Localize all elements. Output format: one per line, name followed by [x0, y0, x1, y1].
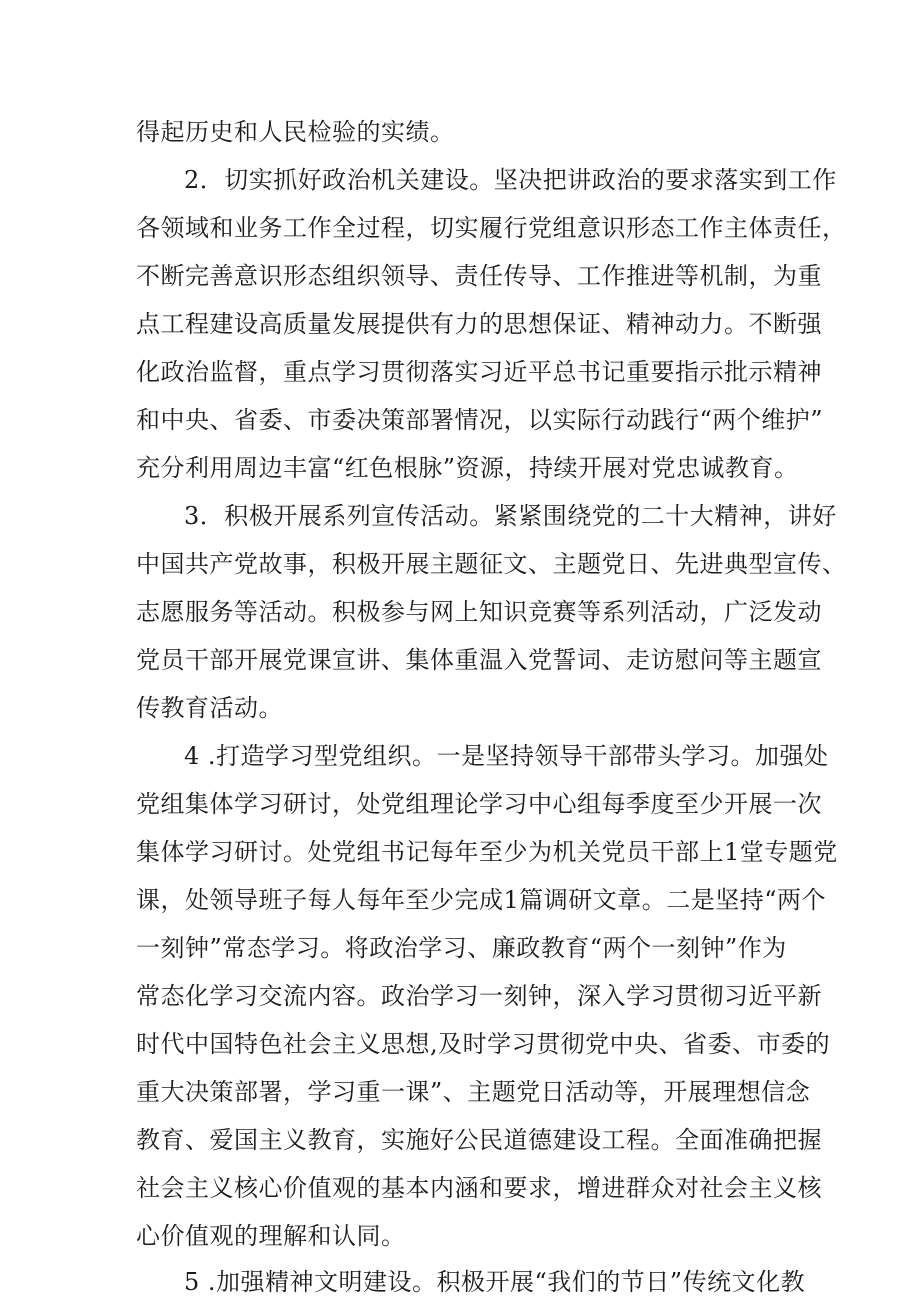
text-line: 集体学习研讨。处党组书记每年至少为机关党员干部上1堂专题党 [136, 838, 838, 866]
text-line: 2．切实抓好政治机关建设。坚决把讲政治的要求落实到工作 [184, 166, 837, 194]
text-line: 党组集体学习研讨，处党组理论学习中心组每季度至少开展一次 [136, 790, 822, 818]
text-line: 课，处领导班子每人每年至少完成1篇调研文章。二是坚持“两个 [136, 886, 827, 914]
text-line: 不断完善意识形态组织领导、责任传导、工作推进等机制，为重 [136, 262, 822, 290]
text-line: 社会主义核心价值观的基本内涵和要求，增进群众对社会主义核 [136, 1174, 822, 1202]
text-line: 党员干部开展党课宣讲、集体重温入党誓词、走访慰问等主题宣 [136, 646, 822, 674]
text-line: 中国共产党故事，积极开展主题征文、主题党日、先进典型宣传、 [136, 550, 847, 578]
text-line: 点工程建设高质量发展提供有力的思想保证、精神动力。不断强 [136, 310, 822, 338]
text-line: 充分利用周边丰富“红色根脉”资源，持续开展对党忠诚教育。 [136, 454, 799, 482]
text-line: 重大决策部署，学习重一课”、主题党日活动等，开展理想信念 [136, 1078, 811, 1106]
text-line: 化政治监督，重点学习贯彻落实习近平总书记重要指示批示精神 [136, 358, 822, 386]
text-line: 3．积极开展系列宣传活动。紧紧围绕党的二十大精神，讲好 [184, 502, 837, 530]
text-line: 教育、爱国主义教育，实施好公民道德建设工程。全面准确把握 [136, 1126, 822, 1154]
text-line: 心价值观的理解和认同。 [136, 1222, 406, 1250]
text-line: 4 .打造学习型党组织。一是坚持领导干部带头学习。加强处 [184, 742, 829, 770]
text-line: 传教育活动。 [136, 694, 283, 722]
text-line: 得起历史和人民检验的实绩。 [136, 118, 455, 146]
text-line: 各领域和业务工作全过程，切实履行党组意识形态工作主体责任， [136, 214, 847, 242]
text-line: 志愿服务等活动。积极参与网上知识竞赛等系列活动，广泛发动 [136, 598, 822, 626]
text-line: 5 .加强精神文明建设。积极开展“我们的节日”传统文化教 [184, 1268, 806, 1296]
text-line: 时代中国特色社会主义思想,及时学习贯彻党中央、省委、市委的 [136, 1030, 831, 1058]
text-line: 一刻钟”常态学习。将政治学习、廉政教育“两个一刻钟”作为 [136, 934, 787, 962]
text-line: 常态化学习交流内容。政治学习一刻钟，深入学习贯彻习近平新 [136, 982, 822, 1010]
text-line: 和中央、省委、市委决策部署情况，以实际行动践行“两个维护” [136, 406, 824, 434]
